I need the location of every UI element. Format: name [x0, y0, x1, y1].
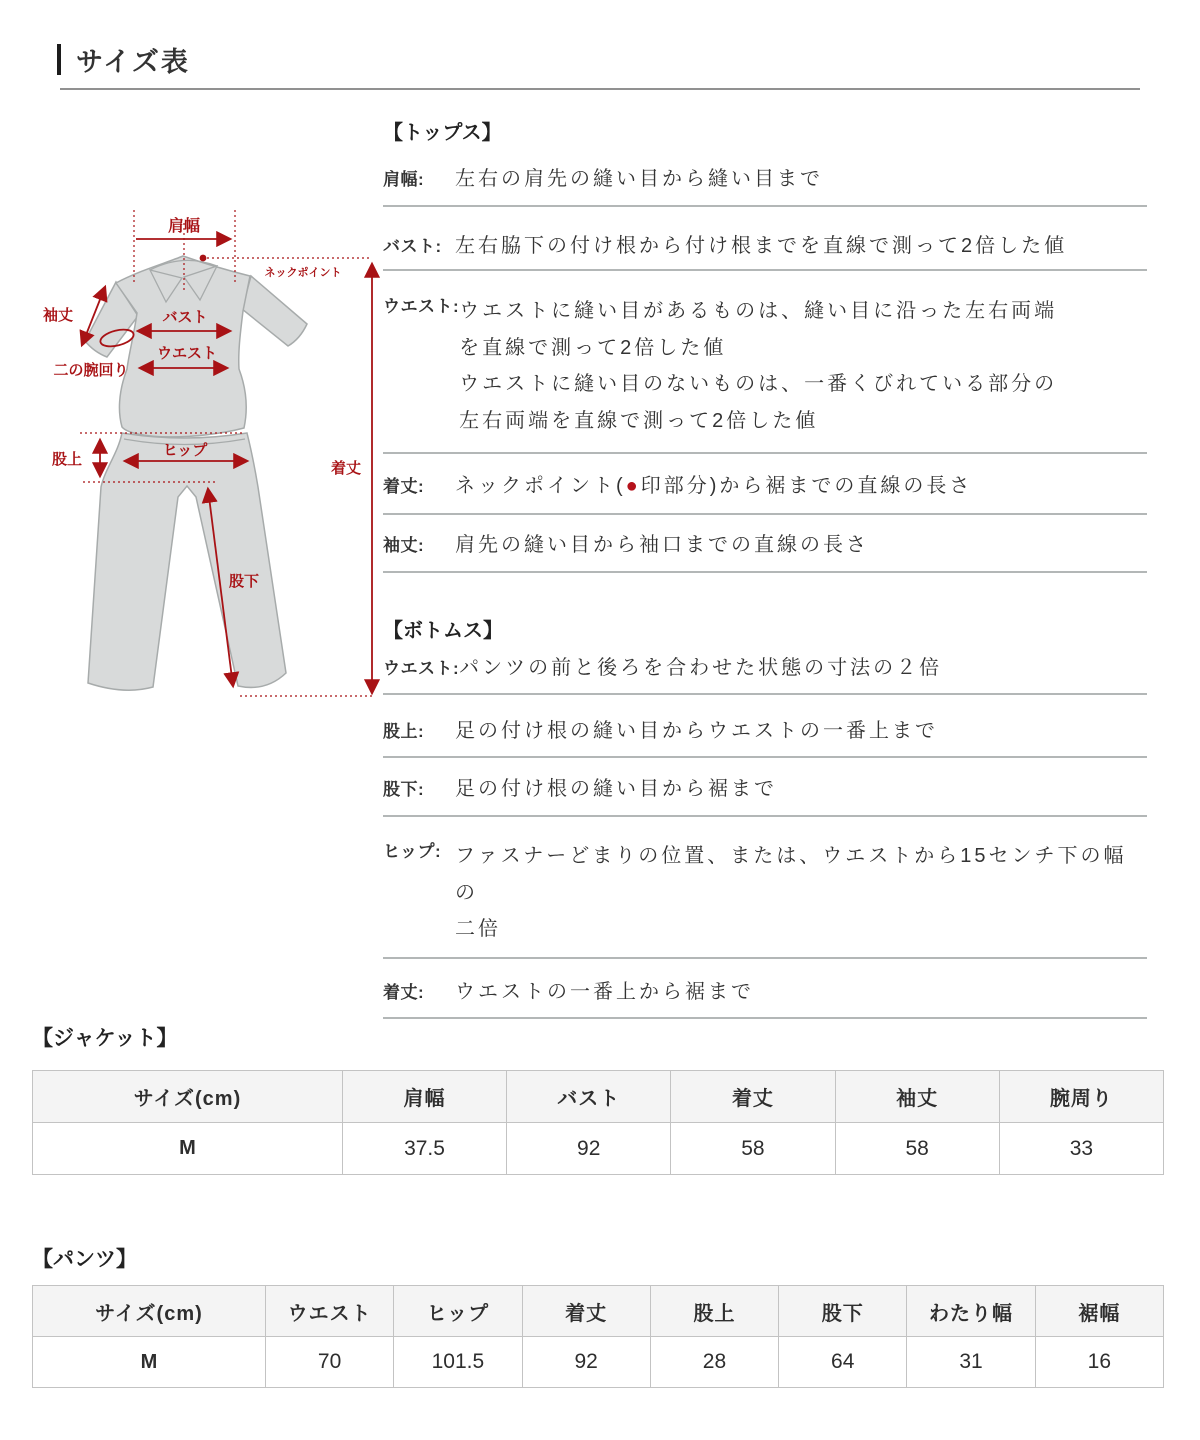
jacket-length-value: 58	[671, 1123, 835, 1175]
spec-label: 着丈:	[383, 477, 425, 496]
page-header	[57, 40, 190, 79]
upper-arm-label: 二の腕回り	[53, 362, 129, 379]
spec-desc-line: 二倍	[455, 918, 501, 940]
spec-desc-line: 左右両端を直線で測って2倍した値	[459, 409, 819, 432]
spec-desc-line: ウエストの一番上から裾まで	[455, 980, 754, 1003]
hip-label: ヒップ	[162, 442, 208, 459]
pants-col-length: 着丈	[522, 1286, 650, 1337]
spec-row-waist-bottom	[383, 646, 1147, 695]
jacket-col-size: サイズ(cm)	[33, 1071, 343, 1123]
neck-point-label: ネックポイント	[264, 267, 342, 279]
header-divider	[60, 88, 1140, 90]
jacket-col-length: 着丈	[671, 1071, 835, 1123]
jacket-col-bust: バスト	[507, 1071, 671, 1123]
pants-col-inseam: 股下	[779, 1286, 907, 1337]
sleeve-label: 袖丈	[42, 307, 74, 324]
spec-row-length-bottom	[383, 959, 1147, 1019]
pants-table-title: 【パンツ】	[32, 1248, 137, 1271]
spec-desc-line: ウエストに縫い目があるものは、縫い目に沿った左右両端	[459, 300, 1058, 322]
jacket-table-title: 【ジャケット】	[32, 1027, 178, 1050]
pants-thigh-value: 31	[907, 1337, 1035, 1388]
jacket-col-shoulder: 肩幅	[342, 1071, 506, 1123]
spec-desc-line: 足の付け根の縫い目から裾まで	[455, 778, 777, 800]
spec-row-length-top	[383, 454, 1147, 515]
red-dot-marker: ●	[625, 475, 641, 497]
pants-col-hip: ヒップ	[394, 1286, 522, 1337]
spec-label: ヒップ:	[383, 842, 442, 861]
neck-point-dot	[200, 255, 207, 262]
spec-row-sleeve	[383, 515, 1147, 573]
spec-label: バスト:	[383, 237, 442, 256]
jacket-shoulder-value: 37.5	[342, 1123, 506, 1175]
spec-label: 股下:	[383, 780, 425, 799]
spec-desc-line: パンツの前と後ろを合わせた状態の寸法の２倍	[459, 657, 943, 679]
spec-desc-line: 左右脇下の付け根から付け根までを直線で測って2倍した値	[455, 235, 1068, 257]
pants-inseam-value: 64	[779, 1337, 907, 1388]
pants-length-value: 92	[522, 1337, 650, 1388]
spec-desc-line: 足の付け根の縫い目からウエストの一番上まで	[455, 720, 938, 742]
jacket-size-m: M	[33, 1123, 343, 1175]
spec-desc-line: ウエストに縫い目のないものは、一番くびれている部分の	[459, 373, 1058, 395]
pants-table-data-row	[33, 1337, 1164, 1388]
spec-label: 袖丈:	[383, 536, 425, 555]
pants-col-rise: 股上	[650, 1286, 778, 1337]
spec-row-hip	[383, 817, 1147, 959]
shirt-right-sleeve	[242, 276, 307, 346]
spec-row-shoulder	[383, 148, 1147, 207]
waist-label: ウエスト	[156, 345, 218, 362]
spec-label: 肩幅:	[383, 170, 425, 189]
spec-label: ウエスト:	[383, 297, 460, 316]
bottoms-section-title: 【ボトムス】	[383, 620, 503, 642]
pants-illustration	[88, 433, 286, 690]
measurement-diagram	[38, 195, 383, 715]
spec-row-inseam	[383, 758, 1147, 817]
jacket-arm-value: 33	[999, 1123, 1163, 1175]
shoulder-label: 肩幅	[167, 218, 201, 235]
jacket-col-sleeve: 袖丈	[835, 1071, 999, 1123]
pants-size-table	[32, 1285, 1164, 1388]
spec-row-rise	[383, 695, 1147, 758]
pants-hem-value: 16	[1035, 1337, 1163, 1388]
inseam-label: 股下	[228, 573, 260, 590]
header-accent-bar	[57, 44, 61, 75]
spec-label: ウエスト:	[383, 659, 460, 678]
spec-definitions	[383, 118, 1147, 1019]
pants-col-hem: 裾幅	[1035, 1286, 1163, 1337]
jacket-table-header-row	[33, 1071, 1164, 1123]
spec-label: 股上:	[383, 722, 425, 741]
spec-desc-line: 左右の肩先の縫い目から縫い目まで	[455, 168, 823, 190]
pants-col-thigh: わたり幅	[907, 1286, 1035, 1337]
pants-col-size: サイズ(cm)	[33, 1286, 266, 1337]
pants-waist-value: 70	[265, 1337, 393, 1388]
page-title: サイズ表	[76, 47, 190, 77]
jacket-col-arm: 腕周り	[999, 1071, 1163, 1123]
length-label: 着丈	[330, 460, 362, 477]
jacket-bust-value: 92	[507, 1123, 671, 1175]
pants-size-m: M	[33, 1337, 266, 1388]
jacket-size-table	[32, 1070, 1164, 1175]
pants-hip-value: 101.5	[394, 1337, 522, 1388]
spec-desc-line: を直線で測って2倍した値	[459, 336, 727, 359]
jacket-table-data-row	[33, 1123, 1164, 1175]
spec-row-waist-top	[383, 271, 1147, 454]
spec-row-bust	[383, 207, 1147, 271]
rise-label: 股上	[51, 451, 83, 468]
tops-section-title: 【トップス】	[383, 122, 502, 144]
pants-rise-value: 28	[650, 1337, 778, 1388]
spec-desc-line: ネックポイント(●印部分)から裾までの直線の長さ	[455, 475, 973, 497]
spec-desc-line: 肩先の縫い目から袖口までの直線の長さ	[455, 534, 869, 556]
spec-desc-line: ファスナーどまりの位置、または、ウエストから15センチ下の幅の	[455, 845, 1127, 904]
bust-label: バスト	[162, 309, 208, 326]
pants-table-header-row	[33, 1286, 1164, 1337]
spec-label: 着丈:	[383, 982, 425, 1002]
pants-col-waist: ウエスト	[265, 1286, 393, 1337]
jacket-sleeve-value: 58	[835, 1123, 999, 1175]
